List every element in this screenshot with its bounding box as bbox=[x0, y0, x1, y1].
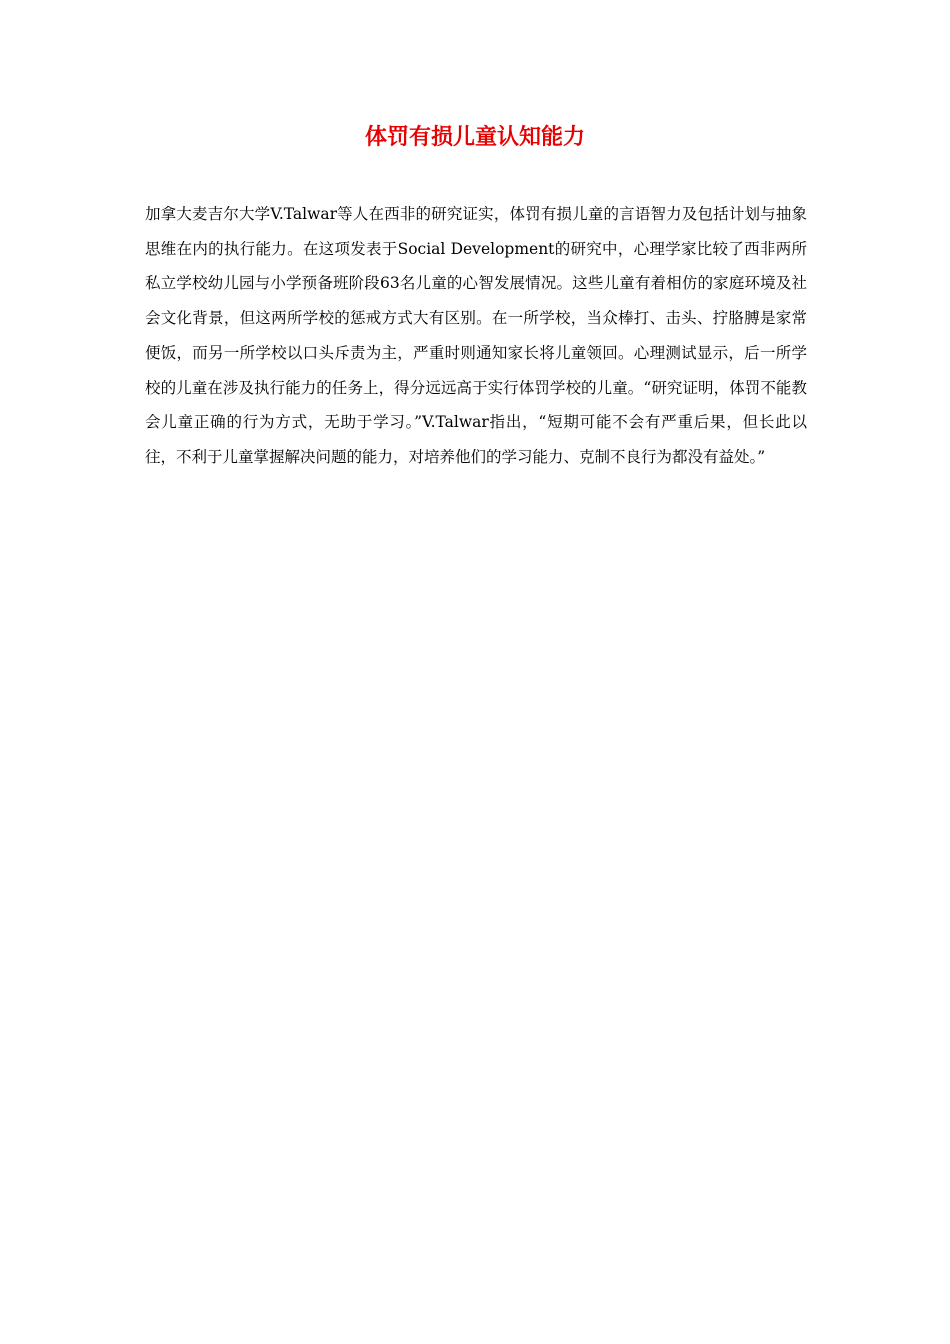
document-title: 体罚有损儿童认知能力 bbox=[364, 124, 585, 150]
document-body-paragraph: 加拿大麦吉尔大学V.Talwar等人在西非的研究证实，体罚有损儿童的言语智力及包括计划与抽象思维在内的执行能力。在这项发表于Social Development的研究中，心理学家比较了西非两所私立学校幼儿园与小学预备班阶段63名儿童的心智发展情况。这些儿童有着相仿的家庭环境及社会文化背景，但这两所学校的惩戒方式大有区别。在一所学校，当众棒打、击头、拧胳膊是家常便饭，而另一所学校以口头斥责为主，严重时则通知家长将儿童领回。心理测试显示，后一所学校的儿童在涉及执行能力的任务上，得分远远高于实行体罚学校的儿童。“研究证明，体罚不能教会儿童正确的行为方式，无助于学习。”V.Talwar指出，“短期可能不会有严重后果，但长此以往，不利于儿童掌握解决问题的能力，对培养他们的学习能力、克制不良行为都没有益处。” bbox=[145, 205, 807, 466]
